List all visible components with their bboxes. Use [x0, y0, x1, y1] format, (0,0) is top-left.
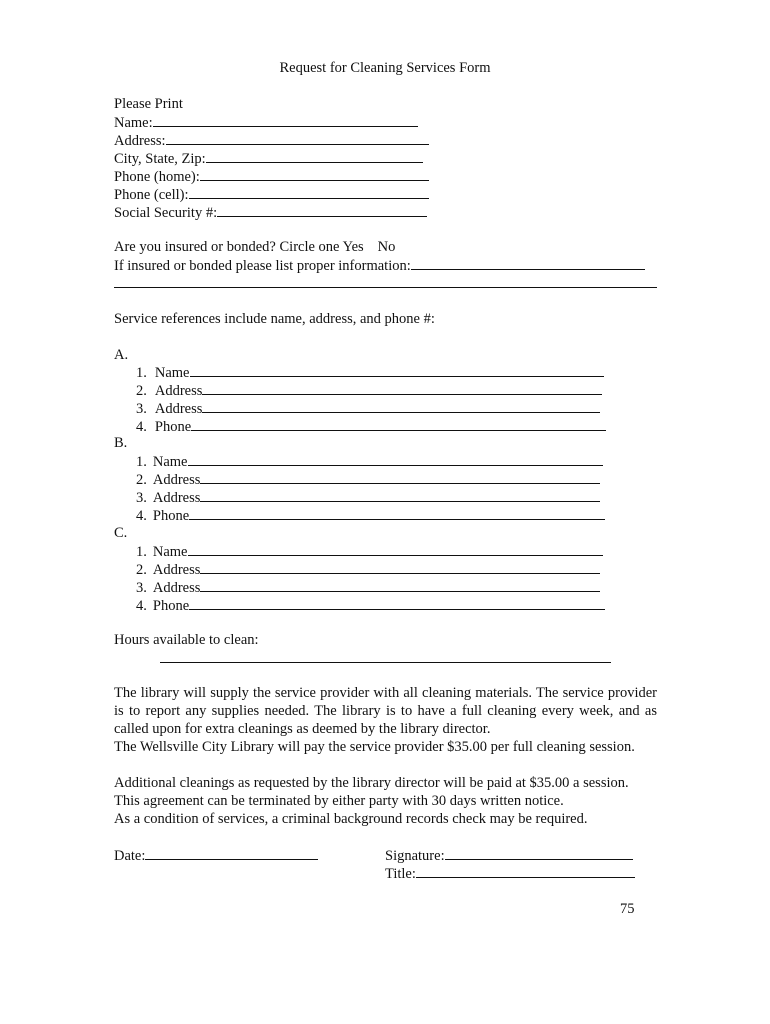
title-field[interactable] [385, 864, 635, 883]
reference-row-number: 4. [136, 508, 147, 524]
insured-question [114, 238, 395, 256]
address-label: Address: [114, 133, 166, 149]
reference-input-line[interactable] [200, 488, 600, 502]
reference-row[interactable] [136, 470, 600, 489]
references-intro: Service references include name, address, and phone #: [114, 311, 435, 327]
address-input-line[interactable] [166, 131, 429, 145]
insured-info-input-line[interactable] [411, 256, 645, 270]
reference-row[interactable] [136, 542, 603, 561]
reference-row[interactable] [136, 596, 605, 615]
terms-paragraph-background-check: As a condition of services, a criminal background records check may be required. [114, 811, 588, 827]
reference-row-number: 2. [136, 383, 147, 399]
reference-row-number: 4. [136, 598, 147, 614]
terms-paragraph-termination: This agreement can be terminated by either party with 30 days written notice. [114, 793, 564, 809]
reference-input-line[interactable] [191, 417, 606, 431]
reference-row-label: Phone [154, 419, 192, 435]
reference-input-line[interactable] [189, 596, 605, 610]
signature-field[interactable] [385, 846, 633, 865]
reference-row-label: Name [154, 365, 190, 381]
phone-cell-field[interactable] [114, 185, 429, 204]
date-label: Date: [114, 848, 146, 864]
reference-row-label: Address [152, 472, 201, 488]
insured-info-label: If insured or bonded please list proper information: [114, 258, 411, 274]
reference-row[interactable] [136, 452, 603, 471]
phone-home-input-line[interactable] [200, 167, 429, 181]
hours-input-line[interactable] [160, 662, 611, 663]
reference-row-number: 2. [136, 472, 147, 488]
reference-row-label: Phone [152, 598, 190, 614]
terms-paragraph-supplies: The library will supply the service provider with all cleaning materials. The service provider is to report any supplies needed. The library is to have a full cleaning every week, and as called upon for extra cleanings as deemed by the library director. [114, 685, 657, 737]
page-number: 75 [620, 901, 635, 917]
address-field[interactable] [114, 131, 429, 150]
insured-no-option[interactable]: No [377, 239, 396, 255]
reference-row[interactable] [136, 560, 600, 579]
reference-row-label: Name [152, 544, 188, 560]
name-label: Name: [114, 115, 153, 131]
reference-row[interactable] [136, 381, 602, 400]
ssn-label: Social Security #: [114, 205, 218, 221]
reference-input-line[interactable] [188, 452, 603, 466]
reference-input-line[interactable] [200, 578, 600, 592]
reference-group-label: A. [114, 347, 129, 363]
reference-row[interactable] [136, 488, 600, 507]
reference-row-number: 3. [136, 580, 147, 596]
reference-row-number: 3. [136, 401, 147, 417]
reference-row[interactable] [136, 578, 600, 597]
terms-paragraph-additional: Additional cleanings as requested by the library director will be paid at $35.00 a session. [114, 775, 629, 791]
reference-input-line[interactable] [202, 399, 600, 413]
reference-group-label: C. [114, 525, 128, 541]
reference-row-label: Address [152, 490, 201, 506]
city-state-zip-label: City, State, Zip: [114, 151, 206, 167]
city-state-zip-field[interactable] [114, 149, 423, 168]
reference-input-line[interactable] [200, 560, 600, 574]
phone-home-field[interactable] [114, 167, 429, 186]
phone-cell-input-line[interactable] [189, 185, 429, 199]
reference-input-line[interactable] [202, 381, 602, 395]
insured-info-field[interactable] [114, 256, 645, 275]
reference-row-number: 3. [136, 490, 147, 506]
reference-row-label: Address [152, 580, 201, 596]
date-input-line[interactable] [145, 846, 318, 860]
date-field[interactable] [114, 846, 318, 865]
reference-row-label: Address [152, 562, 201, 578]
reference-row-label: Phone [152, 508, 190, 524]
insured-question-text: Are you insured or bonded? Circle one Yes [114, 239, 364, 255]
page-title: Request for Cleaning Services Form [279, 60, 491, 76]
reference-row[interactable] [136, 363, 604, 382]
signature-input-line[interactable] [445, 846, 633, 860]
please-print-note: Please Print [114, 96, 183, 112]
reference-row-number: 1. [136, 365, 147, 381]
reference-input-line[interactable] [189, 506, 605, 520]
reference-input-line[interactable] [200, 470, 600, 484]
name-field[interactable] [114, 113, 418, 132]
name-input-line[interactable] [153, 113, 418, 127]
reference-input-line[interactable] [188, 542, 603, 556]
reference-row-label: Name [152, 454, 188, 470]
title-label: Title: [385, 866, 416, 882]
reference-row-number: 1. [136, 544, 147, 560]
insured-info-continuation-line[interactable] [114, 287, 657, 288]
reference-group-label: B. [114, 435, 128, 451]
reference-row[interactable] [136, 417, 606, 436]
reference-input-line[interactable] [190, 363, 604, 377]
reference-row-label: Address [154, 401, 203, 417]
reference-row[interactable] [136, 399, 600, 418]
reference-row-label: Address [154, 383, 203, 399]
signature-label: Signature: [385, 848, 445, 864]
ssn-field[interactable] [114, 203, 427, 222]
phone-home-label: Phone (home): [114, 169, 200, 185]
title-input-line[interactable] [416, 864, 635, 878]
phone-cell-label: Phone (cell): [114, 187, 189, 203]
ssn-input-line[interactable] [217, 203, 427, 217]
reference-row-number: 1. [136, 454, 147, 470]
reference-row-number: 4. [136, 419, 147, 435]
reference-row-number: 2. [136, 562, 147, 578]
hours-label: Hours available to clean: [114, 632, 259, 648]
city-state-zip-input-line[interactable] [206, 149, 423, 163]
reference-row[interactable] [136, 506, 605, 525]
terms-paragraph-payment: The Wellsville City Library will pay the service provider $35.00 per full cleaning session. [114, 739, 635, 755]
